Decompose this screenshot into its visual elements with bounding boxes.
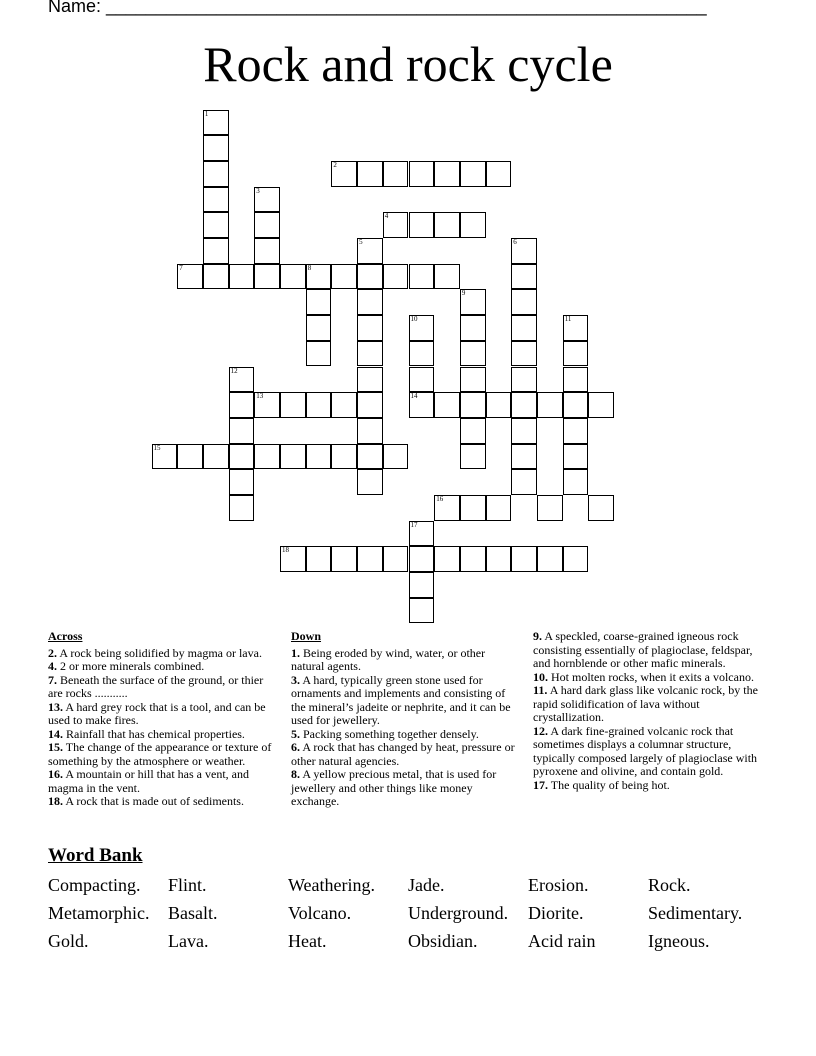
grid-cell[interactable]	[511, 238, 537, 264]
clue-number: 14	[410, 392, 418, 401]
grid-cell[interactable]	[409, 598, 435, 624]
grid-cell[interactable]	[563, 444, 589, 470]
grid-cell[interactable]	[152, 444, 178, 470]
grid-cell[interactable]	[357, 238, 383, 264]
grid-cell[interactable]	[537, 392, 563, 418]
grid-cell[interactable]	[460, 444, 486, 470]
grid-cell[interactable]	[563, 392, 589, 418]
grid-cell[interactable]	[357, 444, 383, 470]
grid-cell[interactable]	[486, 392, 512, 418]
grid-cell[interactable]	[409, 546, 435, 572]
clue-item	[291, 674, 519, 728]
clue-text: Rainfall that has chemical properties.	[66, 726, 245, 741]
grid-cell[interactable]	[357, 289, 383, 315]
clue-text: Being eroded by wind, water, or other natural agents.	[291, 645, 486, 673]
clue-number: 1.	[291, 645, 300, 660]
grid-cell[interactable]	[460, 546, 486, 572]
grid-cell[interactable]	[409, 341, 435, 367]
grid-cell[interactable]	[511, 444, 537, 470]
clue-text: A speckled, coarse-grained igneous rock consisting essentially of plagioclase, feldspar, and hornblende or other mafic minerals.	[533, 629, 753, 670]
clue-text: A dark fine-grained volcanic rock that sometimes displays a columnar structure, typically composed largely of plagioclase with pyroxene and olivine, and contain gold.	[533, 723, 758, 778]
grid-cell[interactable]	[588, 392, 614, 418]
grid-cell[interactable]	[306, 315, 332, 341]
grid-cell[interactable]	[280, 392, 306, 418]
grid-cell[interactable]	[537, 495, 563, 521]
grid-cell[interactable]	[511, 546, 537, 572]
grid-cell[interactable]	[357, 315, 383, 341]
grid-cell[interactable]	[383, 444, 409, 470]
clue-number: 17	[410, 520, 418, 529]
grid-cell[interactable]	[486, 546, 512, 572]
clue-item	[533, 684, 768, 725]
grid-cell[interactable]	[434, 546, 460, 572]
word-bank-item: Erosion.	[528, 875, 589, 895]
grid-cell[interactable]	[434, 264, 460, 290]
page-title: Rock and rock cycle	[203, 36, 613, 92]
word-bank-item: Obsidian.	[408, 931, 478, 951]
clue-number: 7.	[48, 672, 57, 687]
grid-cell[interactable]	[460, 289, 486, 315]
clue-number: 11.	[533, 683, 548, 697]
grid-cell[interactable]	[229, 367, 255, 393]
grid-cell[interactable]	[409, 212, 435, 238]
word-bank-item: Acid rain	[528, 931, 596, 951]
grid-cell[interactable]	[280, 444, 306, 470]
word-bank-item: Lava.	[168, 931, 209, 951]
grid-cell[interactable]	[563, 341, 589, 367]
clue-number: 10.	[533, 669, 548, 684]
grid-cell[interactable]	[460, 341, 486, 367]
grid-cell[interactable]	[511, 289, 537, 315]
grid-cell[interactable]	[357, 341, 383, 367]
grid-cell[interactable]	[331, 264, 357, 290]
across-heading: Across	[48, 629, 83, 643]
grid-cell[interactable]	[460, 161, 486, 187]
clue-item	[48, 741, 280, 768]
grid-cell[interactable]	[409, 521, 435, 547]
grid-cell[interactable]	[460, 495, 486, 521]
clue-text: A yellow precious metal, that is used for jewellery and other things like money exchange.	[291, 767, 497, 808]
grid-cell[interactable]	[409, 161, 435, 187]
clue-number: 2.	[48, 645, 57, 660]
word-bank-item: Underground.	[408, 903, 509, 923]
grid-cell[interactable]	[486, 161, 512, 187]
word-bank-item: Volcano.	[288, 903, 352, 923]
clue-item	[48, 660, 280, 674]
grid-cell[interactable]	[331, 161, 357, 187]
clue-number: 9	[461, 289, 466, 298]
grid-cell[interactable]	[434, 495, 460, 521]
word-bank-item: Gold.	[48, 931, 89, 951]
word-bank-item: Sedimentary.	[648, 903, 743, 923]
grid-cell[interactable]	[254, 444, 280, 470]
grid-cell[interactable]	[511, 469, 537, 495]
grid-cell[interactable]	[254, 238, 280, 264]
grid-cell[interactable]	[203, 444, 229, 470]
clue-text: Beneath the surface of the ground, or thier are rocks ...........	[48, 672, 264, 700]
grid-cell[interactable]	[511, 392, 537, 418]
grid-cell[interactable]	[434, 161, 460, 187]
grid-cell[interactable]	[229, 469, 255, 495]
grid-cell[interactable]	[229, 264, 255, 290]
grid-cell[interactable]	[357, 367, 383, 393]
clue-item	[533, 779, 768, 793]
clue-item	[533, 725, 768, 779]
clue-item	[291, 741, 519, 768]
down-heading: Down	[291, 629, 322, 643]
grid-cell[interactable]	[537, 546, 563, 572]
down-clues	[291, 630, 519, 809]
grid-cell[interactable]	[229, 418, 255, 444]
clue-number: 5.	[291, 726, 300, 741]
grid-cell[interactable]	[383, 212, 409, 238]
clue-number: 6	[513, 238, 517, 246]
name-field-label: Name: ____________________________________________________________	[48, 0, 707, 16]
word-bank-item: Compacting.	[48, 875, 141, 895]
grid-cell[interactable]	[306, 546, 332, 572]
clue-number: 10	[410, 315, 418, 324]
word-bank-item: Jade.	[408, 875, 445, 895]
grid-cell[interactable]	[460, 418, 486, 444]
grid-cell[interactable]	[203, 161, 229, 187]
clue-number: 17.	[533, 777, 548, 792]
grid-cell[interactable]	[409, 392, 435, 418]
clue-number: 3.	[291, 672, 300, 687]
clue-item	[533, 630, 768, 671]
clue-text: A hard dark glass like volcanic rock, by the rapid solidification of lava without crystallization.	[533, 683, 758, 724]
grid-cell[interactable]	[254, 187, 280, 213]
grid-cell[interactable]	[409, 572, 435, 598]
clue-number: 13.	[48, 699, 63, 714]
grid-cell[interactable]	[357, 264, 383, 290]
grid-cell[interactable]	[203, 187, 229, 213]
grid-cell[interactable]	[331, 392, 357, 418]
grid-cell[interactable]	[434, 392, 460, 418]
clue-number: 15.	[48, 740, 63, 754]
clue-item	[48, 728, 280, 742]
clue-item	[533, 671, 768, 685]
grid-cell[interactable]	[434, 212, 460, 238]
clue-item	[48, 795, 280, 809]
grid-cell[interactable]	[563, 469, 589, 495]
grid-cell[interactable]	[409, 367, 435, 393]
grid-cell[interactable]	[306, 444, 332, 470]
grid-cell[interactable]	[357, 546, 383, 572]
grid-cell[interactable]	[203, 135, 229, 161]
clue-text: A hard, typically green stone used for ornaments and implements and consisting of the mineral’s jadeite or nephrite, and it can be used for jewellery.	[291, 672, 511, 727]
grid-cell[interactable]	[563, 546, 589, 572]
word-bank-item: Igneous.	[648, 931, 710, 951]
grid-cell[interactable]	[511, 418, 537, 444]
clue-text: A rock that has changed by heat, pressure or other natural agencies.	[291, 740, 515, 768]
grid-cell[interactable]	[460, 392, 486, 418]
clue-number: 9.	[533, 629, 542, 643]
clue-item	[48, 701, 280, 728]
clue-item	[48, 768, 280, 795]
grid-cell[interactable]	[511, 367, 537, 393]
word-bank-item: Metamorphic.	[48, 903, 150, 923]
word-bank-item: Basalt.	[168, 903, 218, 923]
clue-number: 15	[153, 443, 161, 452]
grid-cell[interactable]	[409, 315, 435, 341]
grid-cell[interactable]	[306, 392, 332, 418]
grid-cell[interactable]	[254, 264, 280, 290]
grid-cell[interactable]	[203, 238, 229, 264]
word-bank-item: Rock.	[648, 875, 691, 895]
grid-cell[interactable]	[460, 315, 486, 341]
clue-text: The change of the appearance or texture of something by the atmosphere or weather.	[48, 740, 272, 768]
grid-cell[interactable]	[383, 264, 409, 290]
grid-cell[interactable]	[357, 392, 383, 418]
grid-cell[interactable]	[486, 495, 512, 521]
clue-number: 2	[333, 160, 337, 169]
word-bank-item: Flint.	[168, 875, 207, 895]
grid-cell[interactable]	[203, 110, 229, 136]
grid-cell[interactable]	[511, 264, 537, 290]
grid-cell[interactable]	[306, 341, 332, 367]
grid-cell[interactable]	[229, 444, 255, 470]
clue-item	[48, 674, 280, 701]
grid-cell[interactable]	[229, 392, 255, 418]
grid-cell[interactable]	[357, 161, 383, 187]
clue-number: 18.	[48, 794, 63, 808]
down-clues-continued	[533, 630, 768, 792]
clue-item	[48, 647, 280, 661]
grid-cell[interactable]	[254, 212, 280, 238]
clue-number: 12.	[533, 723, 548, 738]
grid-cell[interactable]	[563, 418, 589, 444]
clue-number: 1	[204, 109, 209, 118]
grid-cell[interactable]	[177, 264, 203, 290]
clue-number: 18	[282, 546, 289, 555]
grid-cell[interactable]	[460, 367, 486, 393]
clue-number: 13	[256, 392, 264, 401]
grid-cell[interactable]	[254, 392, 280, 418]
clue-number: 7	[179, 263, 183, 272]
grid-cell[interactable]	[383, 546, 409, 572]
clue-text: Hot molten rocks, when it exits a volcano.	[551, 669, 754, 684]
grid-cell[interactable]	[357, 418, 383, 444]
clue-number: 12	[230, 366, 238, 375]
grid-cell[interactable]	[177, 444, 203, 470]
grid-cell[interactable]	[331, 546, 357, 572]
grid-cell[interactable]	[383, 161, 409, 187]
clue-number: 3	[256, 186, 260, 195]
clue-number: 8	[307, 263, 312, 272]
clue-number: 16	[436, 495, 444, 503]
clue-text: A mountain or hill that has a vent, and magma in the vent.	[48, 767, 249, 795]
grid-cell[interactable]	[511, 341, 537, 367]
clue-item	[291, 768, 519, 809]
grid-cell[interactable]	[511, 315, 537, 341]
clue-number: 4.	[48, 659, 57, 673]
clue-number: 4	[384, 212, 389, 221]
grid-cell[interactable]	[306, 264, 332, 290]
clue-item	[291, 728, 519, 742]
word-bank-item: Weathering.	[288, 875, 376, 895]
clue-text: A hard grey rock that is a tool, and can be used to make fires.	[48, 699, 266, 727]
word-bank-item: Diorite.	[528, 903, 584, 923]
clue-text: A rock being solidified by magma or lava.	[59, 645, 262, 660]
clue-number: 5	[359, 238, 363, 246]
grid-cell[interactable]	[563, 315, 589, 341]
clue-text: The quality of being hot.	[550, 777, 670, 792]
grid-cell[interactable]	[280, 264, 306, 290]
grid-cell[interactable]	[460, 212, 486, 238]
grid-cell[interactable]	[357, 469, 383, 495]
grid-cell[interactable]	[203, 264, 229, 290]
grid-cell[interactable]	[588, 495, 614, 521]
word-bank-title: Word Bank	[48, 845, 143, 866]
clue-number: 6.	[291, 740, 300, 754]
grid-cell[interactable]	[280, 546, 306, 572]
clue-text: 2 or more minerals combined.	[60, 659, 205, 673]
clue-text: Packing something together densely.	[303, 726, 479, 741]
grid-cell[interactable]	[331, 444, 357, 470]
clue-text: A rock that is made out of sediments.	[65, 794, 244, 808]
grid-cell[interactable]	[306, 289, 332, 315]
across-clues	[48, 630, 280, 809]
grid-cell[interactable]	[409, 264, 435, 290]
clue-item	[291, 647, 519, 674]
clue-number: 11	[564, 315, 572, 324]
clue-number: 14.	[48, 726, 63, 741]
grid-cell[interactable]	[229, 495, 255, 521]
grid-cell[interactable]	[563, 367, 589, 393]
clue-number: 8.	[291, 767, 300, 781]
grid-cell[interactable]	[203, 212, 229, 238]
clue-number: 16.	[48, 767, 63, 781]
word-bank-item: Heat.	[288, 931, 327, 951]
